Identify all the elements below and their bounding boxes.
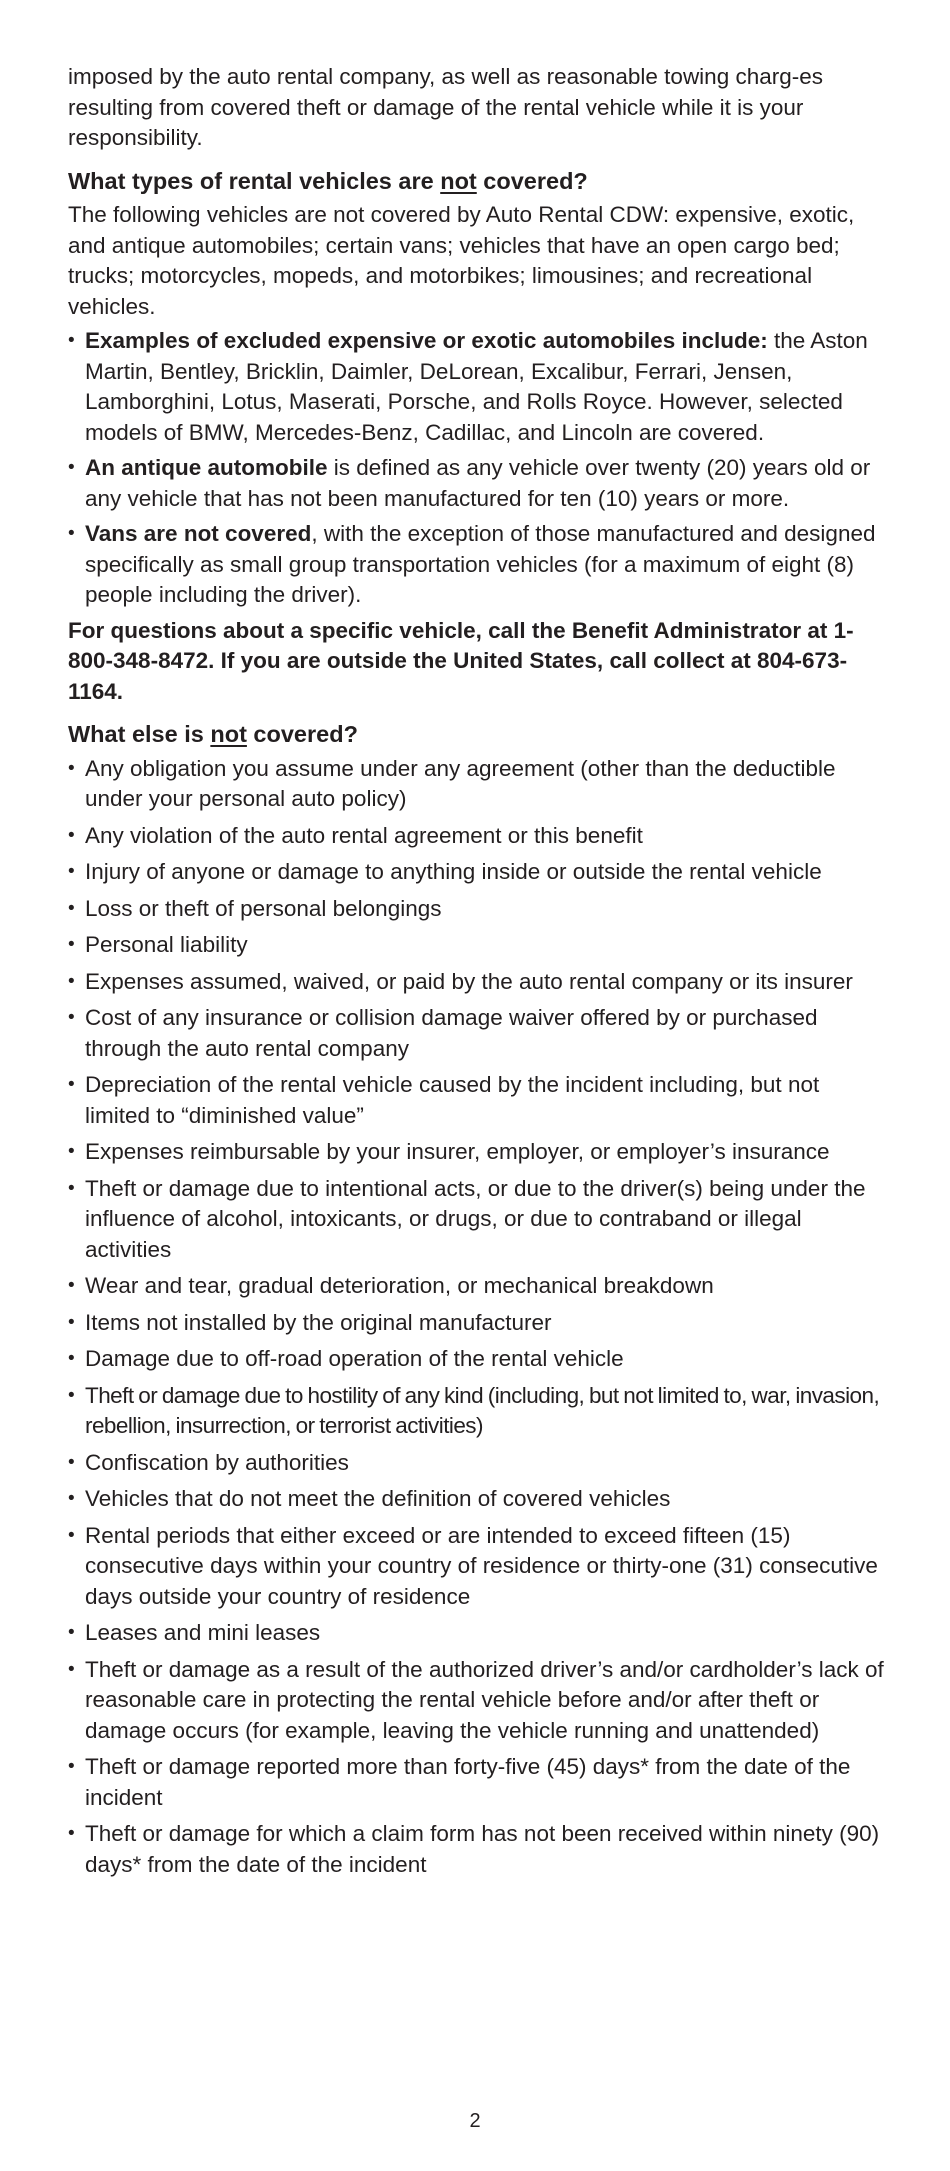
heading-text: What else is bbox=[68, 721, 211, 747]
list-item bbox=[68, 326, 888, 448]
heading-text: covered? bbox=[476, 167, 588, 194]
list-item: • Theft or damage for which a claim form has not been received within ninety (90) days* from the date of the incident bbox=[68, 1819, 888, 1880]
list-item: • Expenses reimbursable by your insurer, employer, or employer’s insurance bbox=[68, 1137, 888, 1168]
list-item-text: is defined as any vehicle over twenty (20) years old or any vehicle that has not been manufactured for ten (10) years or more. bbox=[85, 455, 871, 511]
list-item-text: , with the exception of those manufactured and designed specifically as small group transportation vehicles (for a maximum of eight (8) people including the driver). bbox=[85, 521, 876, 607]
page-number: 2 bbox=[469, 2110, 481, 2132]
list-item: • Expenses assumed, waived, or paid by the auto rental company or its insurer bbox=[68, 967, 888, 998]
list-item: • Items not installed by the original manufacturer bbox=[68, 1308, 888, 1339]
excluded-vehicles-list bbox=[68, 326, 888, 611]
intro-paragraph: imposed by the auto rental company, as well as reasonable towing charg-es resulting from covered theft or damage of the rental vehicle while it is your responsibility. bbox=[68, 64, 824, 150]
benefit-administrator-contact: For questions about a specific vehicle, call the Benefit Administrator at 1-800-348-8472. If you are outside the United States, call collect at 804-673-1164. bbox=[68, 617, 854, 704]
list-item: • Injury of anyone or damage to anything inside or outside the rental vehicle bbox=[68, 857, 888, 888]
list-item: • Theft or damage due to intentional acts, or due to the driver(s) being under the influence of alcohol, intoxicants, or drugs, or due to contraband or illegal activities bbox=[68, 1174, 888, 1266]
not-covered-list bbox=[68, 754, 888, 1881]
list-item: • Rental periods that either exceed or are intended to exceed fifteen (15) consecutive days within your country of residence or thirty-one (31) consecutive days outside your country of residence bbox=[68, 1521, 888, 1613]
list-item: • Confiscation by authorities bbox=[68, 1448, 888, 1479]
list-item: • Depreciation of the rental vehicle caused by the incident including, but not limited to “diminished value” bbox=[68, 1070, 888, 1131]
excluded-vehicles-heading bbox=[68, 166, 888, 197]
list-item: • Any obligation you assume under any agreement (other than the deductible under your personal auto policy) bbox=[68, 754, 888, 815]
excluded-vehicles-description: The following vehicles are not covered by Auto Rental CDW: expensive, exotic, and antique automobiles; certain vans; vehicles that have an open cargo bed; trucks; motorcycles, mopeds, and motorbikes; limousines; and recreational vehicles. bbox=[68, 202, 855, 319]
heading-text: covered? bbox=[246, 721, 358, 747]
not-covered-heading bbox=[68, 719, 888, 750]
list-item-bold-lead: Vans are not covered bbox=[85, 521, 312, 546]
document-page bbox=[68, 62, 888, 1886]
heading-text: What types of rental vehicles are bbox=[68, 167, 441, 194]
heading-underlined-word: not bbox=[210, 721, 247, 747]
list-item: • Theft or damage reported more than forty-five (45) days* from the date of the incident bbox=[68, 1752, 888, 1813]
list-item-text: the Aston Martin, Bentley, Bricklin, Daimler, DeLorean, Excalibur, Ferrari, Jensen, Lamborghini, Lotus, Maserati, Porsche, and Rolls Royce. However, selected models of BMW, Mercedes-Benz, Cadillac, and Lincoln are covered. bbox=[85, 328, 868, 445]
list-item bbox=[68, 453, 888, 514]
list-item: • Wear and tear, gradual deterioration, or mechanical breakdown bbox=[68, 1271, 888, 1302]
list-item-bold-lead: Examples of excluded expensive or exotic automobiles include: bbox=[85, 328, 768, 353]
list-item-bold-lead: An antique automobile bbox=[85, 455, 328, 480]
list-item: • Leases and mini leases bbox=[68, 1618, 888, 1649]
list-item: • Cost of any insurance or collision damage waiver offered by or purchased through the auto rental company bbox=[68, 1003, 888, 1064]
list-item bbox=[68, 519, 888, 611]
list-item: • Vehicles that do not meet the definition of covered vehicles bbox=[68, 1484, 888, 1515]
list-item: • Loss or theft of personal belongings bbox=[68, 894, 888, 925]
list-item: • Damage due to off-road operation of the rental vehicle bbox=[68, 1344, 888, 1375]
list-item: • Any violation of the auto rental agreement or this benefit bbox=[68, 821, 888, 852]
heading-underlined-word: not bbox=[440, 167, 477, 194]
list-item: • Theft or damage as a result of the authorized driver’s and/or cardholder’s lack of reasonable care in protecting the rental vehicle before and/or after theft or damage occurs (for example, leaving the vehicle running and unattended) bbox=[68, 1655, 888, 1747]
list-item: • Personal liability bbox=[68, 930, 888, 961]
list-item: • Theft or damage due to hostility of any kind (including, but not limited to, war, invasion, rebellion, insurrection, or terrorist activities) bbox=[68, 1381, 888, 1442]
